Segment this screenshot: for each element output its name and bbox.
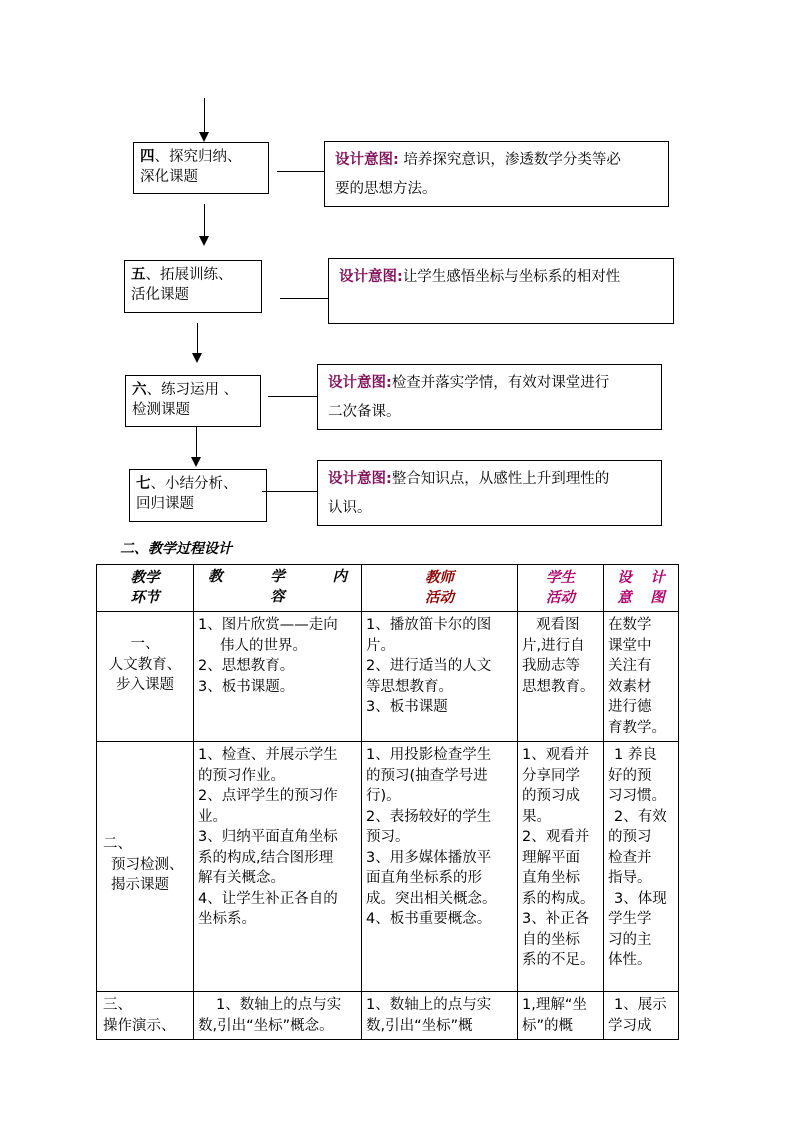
step-text-line-2: 活化课题 xyxy=(131,287,189,303)
content-cell: 1、图片欣赏——走向 伟人的世界。 2、思想教育。 3、板书课题。 xyxy=(194,612,362,742)
design-intent-label: 设计意图: xyxy=(328,375,392,391)
step-text-line-2: 深化课题 xyxy=(140,169,198,185)
arrow-down-icon xyxy=(191,457,201,467)
teacher-activity-cell: 1、用投影检查学生 的预习(抽查学号进 行)。 2、表扬较好的学生 预习。 3、用多媒体播放平 面直角坐标系的形 成。突出相关概念。 4、板书重要概念。 xyxy=(362,742,518,992)
step-number: 五 xyxy=(131,267,146,283)
student-activity-cell: 1、观看并 分享同学 的预习成 果。 2、观看并 理解平面 直角坐标 系的构成。 3、补正各 自的坐标 系的不足。 xyxy=(518,742,604,992)
step-text-line-1: 、拓展训练、 xyxy=(145,267,233,283)
flow-step-6 xyxy=(125,375,261,427)
step-number: 四 xyxy=(140,149,155,165)
design-intent-text: 认识。 xyxy=(328,500,372,516)
student-activity-cell: 观看图 片,进行自 我励志等 思想教育。 xyxy=(518,612,604,742)
connector-line xyxy=(268,396,317,397)
arrow-down-icon xyxy=(199,132,209,142)
connector-line xyxy=(262,491,317,492)
design-intent-box-6 xyxy=(317,364,662,430)
connector-line xyxy=(280,298,328,299)
connector-line xyxy=(204,98,205,132)
connector-line xyxy=(196,427,197,457)
arrow-down-icon xyxy=(199,236,209,246)
design-intent-label: 设计意图: xyxy=(339,269,403,285)
arrow-down-icon xyxy=(192,353,202,363)
design-intent-text: 二次备课。 xyxy=(328,404,401,420)
header-student-activity: 学生 活动 xyxy=(518,565,604,612)
design-intent-label: 设计意图: xyxy=(335,152,399,168)
teaching-process-table xyxy=(96,564,679,1040)
stage-cell: 一、 人文教育、 步入课题 xyxy=(97,612,194,742)
flow-step-4 xyxy=(133,142,269,194)
table-row xyxy=(97,612,679,742)
connector-line xyxy=(277,171,324,172)
design-intent-text: 让学生感悟坐标与坐标系的相对性 xyxy=(402,269,621,285)
intent-cell: 1、展示 学习成 xyxy=(604,992,679,1040)
design-intent-text: 培养探究意识，渗透数学分类等必 xyxy=(398,152,621,168)
content-cell: 1、检查、并展示学生 的预习作业。 2、点评学生的预习作 业。 3、归纳平面直角坐标 系的构成,结合图形理 解有关概念。 4、让学生补正各自的 坐标系。 xyxy=(194,742,362,992)
section-title: 二、教学过程设计 xyxy=(120,541,232,557)
connector-line xyxy=(197,323,198,353)
header-design-intent: 设 计 意 图 xyxy=(604,565,679,612)
header-teacher-activity: 教师 活动 xyxy=(362,565,518,612)
flow-step-7 xyxy=(129,469,267,522)
header-content: 教 学 内 容 xyxy=(194,565,362,612)
design-intent-text: 要的思想方法。 xyxy=(335,181,437,197)
stage-cell: 二、 预习检测、 揭示课题 xyxy=(97,742,194,992)
design-intent-box-5 xyxy=(328,258,674,324)
table-header-row xyxy=(97,565,679,612)
flow-step-5 xyxy=(124,260,262,313)
step-text-line-2: 检测课题 xyxy=(132,402,190,418)
design-intent-label: 设计意图: xyxy=(328,471,392,487)
step-text-line-1: 、小结分析、 xyxy=(150,476,238,492)
intent-cell: 在数学 课堂中 关注有 效素材 进行德 育教学。 xyxy=(604,612,679,742)
connector-line xyxy=(204,204,205,236)
stage-cell: 三、 操作演示、 xyxy=(97,992,194,1040)
step-text-line-2: 回归课题 xyxy=(136,496,194,512)
teacher-activity-cell: 1、播放笛卡尔的图 片。 2、进行适当的人文 等思想教育。 3、板书课题 xyxy=(362,612,518,742)
student-activity-cell: 1,理解“坐 标”的概 xyxy=(518,992,604,1040)
content-cell: 1、数轴上的点与实 数,引出“坐标”概念。 xyxy=(194,992,362,1040)
step-text-line-1: 、探究归纳、 xyxy=(154,149,242,165)
design-intent-box-7 xyxy=(317,460,662,526)
step-number: 六 xyxy=(132,382,147,398)
design-intent-box-4 xyxy=(324,141,669,207)
table-row xyxy=(97,992,679,1040)
design-intent-text: 整合知识点，从感性上升到理性的 xyxy=(391,471,610,487)
header-stage: 教学 环节 xyxy=(97,565,194,612)
table-row xyxy=(97,742,679,992)
step-text-line-1: 、练习运用 、 xyxy=(146,382,239,398)
design-intent-text: 检查并落实学情，有效对课堂进行 xyxy=(391,375,610,391)
step-number: 七 xyxy=(136,476,151,492)
teacher-activity-cell: 1、数轴上的点与实 数,引出“坐标”概 xyxy=(362,992,518,1040)
intent-cell: 1 养良 好的预 习习惯。 2、有效 的预习 检查并 指导。 3、体现 学生学 习的主 体性。 xyxy=(604,742,679,992)
